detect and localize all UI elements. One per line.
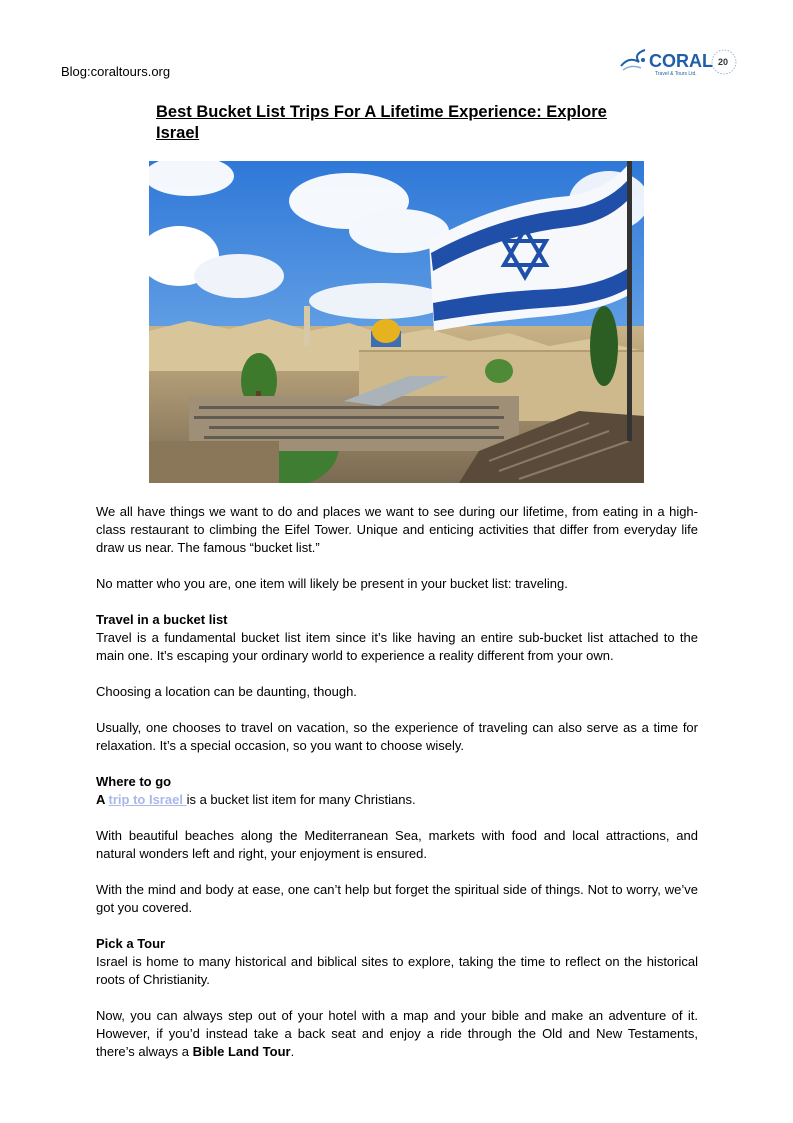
logo-name: CORAL xyxy=(649,51,713,71)
paragraph-text: Now, you can always step out of your hotel with a map and your bible and make an adventure of it. However, if you’d instead take a back seat and enjoy a ride through the Old and New Testaments, there’s always a xyxy=(96,1008,698,1059)
paragraph: Travel is a fundamental bucket list item since it’s like having an entire sub-bucket list attached to the main one. It’s escaping your ordinary world to experience a reality different from your own. xyxy=(96,630,698,663)
paragraph: Choosing a location can be daunting, though. xyxy=(96,684,357,699)
logo-tagline: Travel & Tours Ltd. xyxy=(655,71,697,77)
hero-image xyxy=(149,161,644,483)
paragraph-with-link xyxy=(96,791,698,809)
jerusalem-flag-photo-icon xyxy=(149,161,644,483)
article-title: Best Bucket List Trips For A Lifetime Experience: Explore Israel xyxy=(156,103,607,142)
paragraph: No matter who you are, one item will likely be present in your bucket list: traveling. xyxy=(96,576,568,591)
paragraph: With beautiful beaches along the Mediterranean Sea, markets with food and local attractions, and natural wonders left and right, your enjoyment is ensured. xyxy=(96,828,698,861)
paragraph xyxy=(96,1007,698,1061)
paragraph: Israel is home to many historical and biblical sites to explore, taking the time to reflect on the historical roots of Christianity. xyxy=(96,954,698,987)
paragraph: Usually, one chooses to travel on vacation, so the experience of traveling can also serve as a time for relaxation. It’s a special occasion, so you want to choose wisely. xyxy=(96,720,698,753)
article-body xyxy=(96,503,698,1079)
paragraph-text: is a bucket list item for many Christians. xyxy=(186,792,416,807)
paragraph-end: . xyxy=(290,1044,295,1059)
paragraph: With the mind and body at ease, one can’t help but forget the spiritual side of things. Not to worry, we’ve got you covered. xyxy=(96,882,698,915)
logo-badge: 20 xyxy=(718,57,729,67)
section-heading-tour: Pick a Tour xyxy=(96,936,166,951)
blog-url: Blog:coraltours.org xyxy=(61,64,171,79)
lead-text: A xyxy=(96,792,109,807)
bible-land-tour-text: Bible Land Tour xyxy=(192,1044,291,1059)
coral-logo[interactable] xyxy=(619,44,744,80)
section-heading-where: Where to go xyxy=(96,774,172,789)
trip-to-israel-link[interactable]: trip to Israel xyxy=(108,792,187,807)
paragraph: We all have things we want to do and places we want to see during our lifetime, from eating in a high-class restaurant to climbing the Eifel Tower. Unique and enticing activities that differ from everyday life draw us near. The famous “bucket list.” xyxy=(96,504,698,555)
swoosh-icon xyxy=(621,50,645,66)
section-heading-travel: Travel in a bucket list xyxy=(96,612,228,627)
